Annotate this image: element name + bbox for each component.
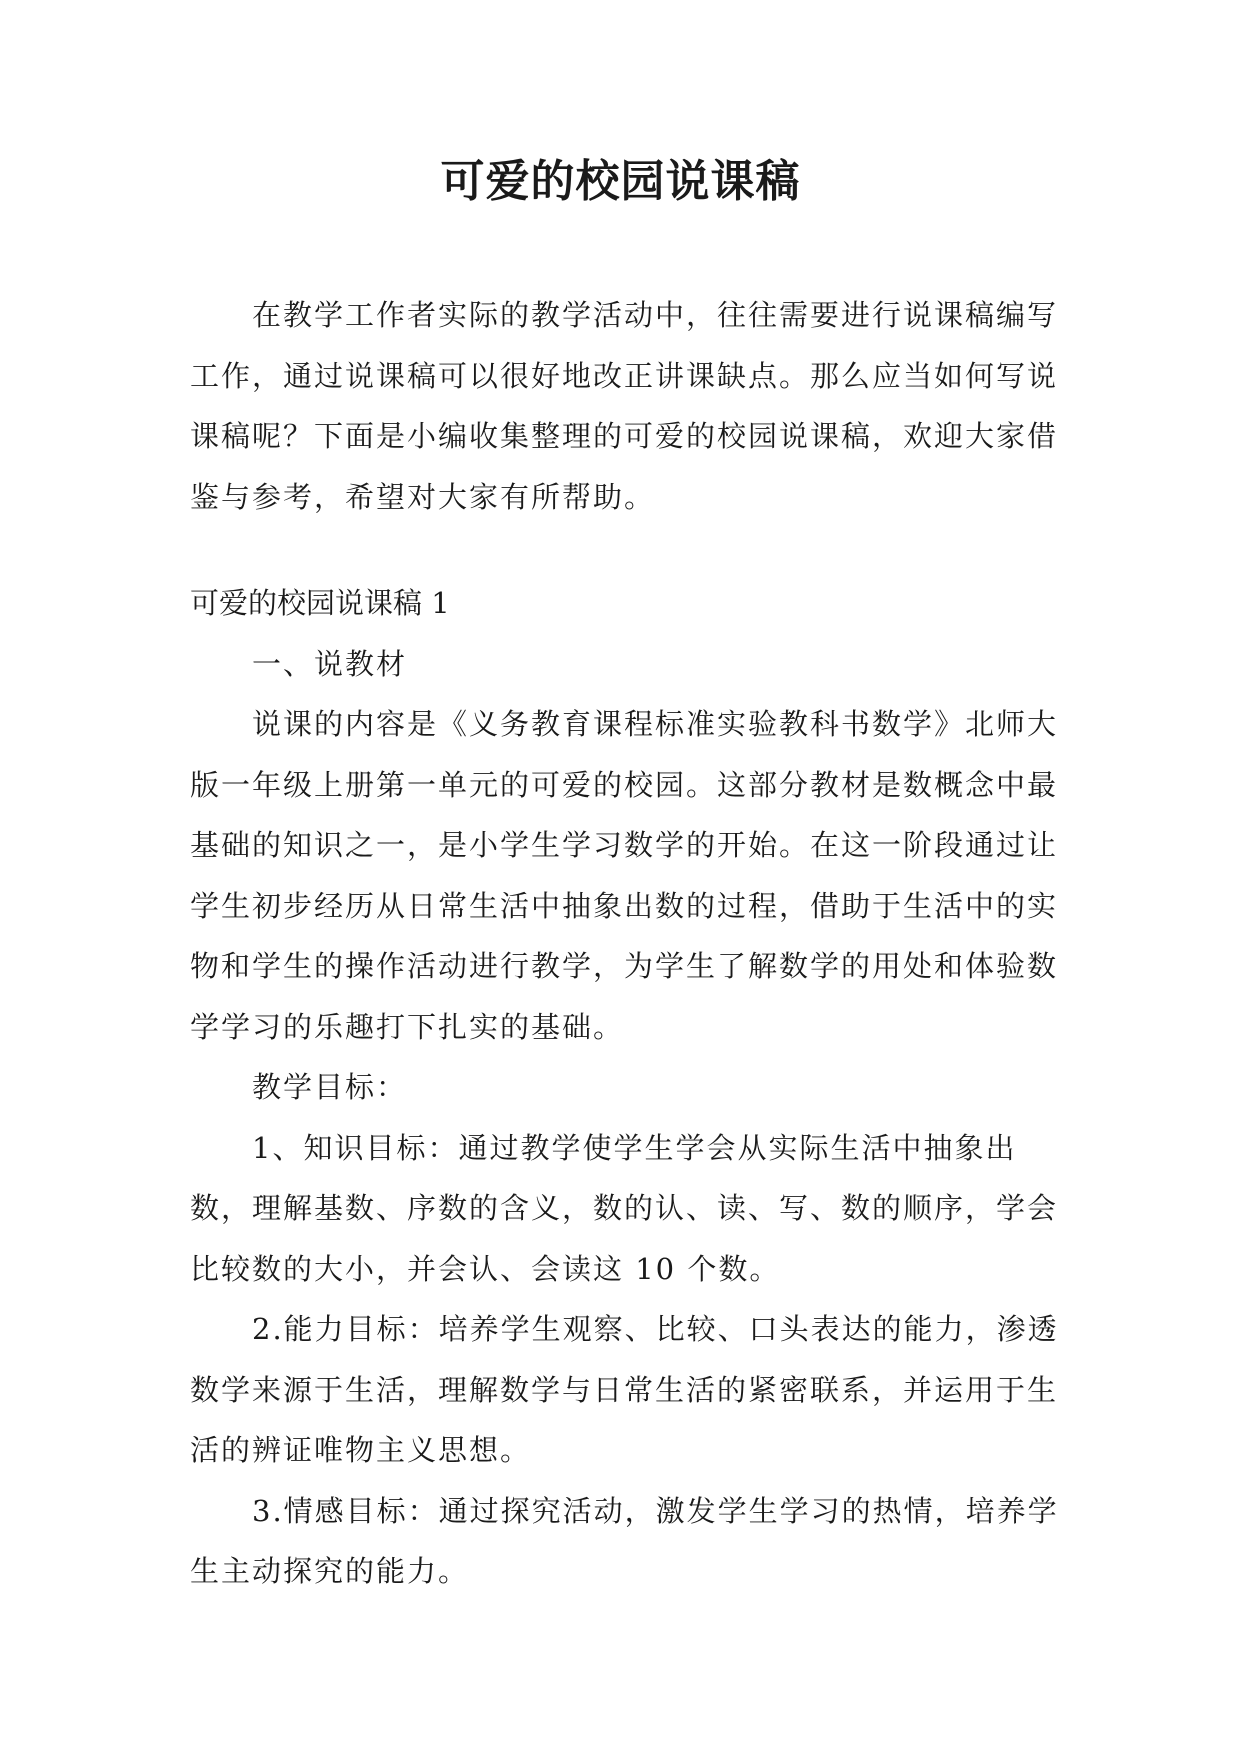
textbook-paragraph: 说课的内容是《义务教育课程标准实验教科书数学》北师大版一年级上册第一单元的可爱的校园。这部分教材是数概念中最基础的知识之一，是小学生学习数学的开始。在这一阶段通过让学生初步经历从日常生活中抽象出数的过程，借助于生活中的实物和学生的操作活动进行教学，为学生了解数学的用处和体验数学学习的乐趣打下扎实的基础。 xyxy=(190,707,1059,1044)
section-title: 可爱的校园说课稿 1 xyxy=(190,586,450,620)
goal-knowledge: 1、知识目标：通过教学使学生学会从实际生活中抽象出数，理解基数、序数的含义，数的认、读、写、数的顺序，学会比较数的大小，并会认、会读这 10 个数。 xyxy=(190,1130,1059,1286)
goals-heading: 教学目标： xyxy=(252,1070,408,1104)
goal-emotion: 3.情感目标：通过探究活动，激发学生学习的热情，培养学生主动探究的能力。 xyxy=(190,1493,1059,1588)
document-body xyxy=(190,285,1070,1602)
goal-ability: 2.能力目标：培养学生观察、比较、口头表达的能力，渗透数学来源于生活，理解数学与日常生活的紧密联系，并运用于生活的辨证唯物主义思想。 xyxy=(190,1312,1059,1467)
subsection-title: 一、说教材 xyxy=(252,646,408,681)
document-title: 可爱的校园说课稿 xyxy=(440,156,801,207)
intro-paragraph: 在教学工作者实际的教学活动中，往往需要进行说课稿编写工作，通过说课稿可以很好地改正讲课缺点。那么应当如何写说课稿呢？下面是小编收集整理的可爱的校园说课稿，欢迎大家借鉴与参考，希望对大家有所帮助。 xyxy=(190,298,1059,514)
